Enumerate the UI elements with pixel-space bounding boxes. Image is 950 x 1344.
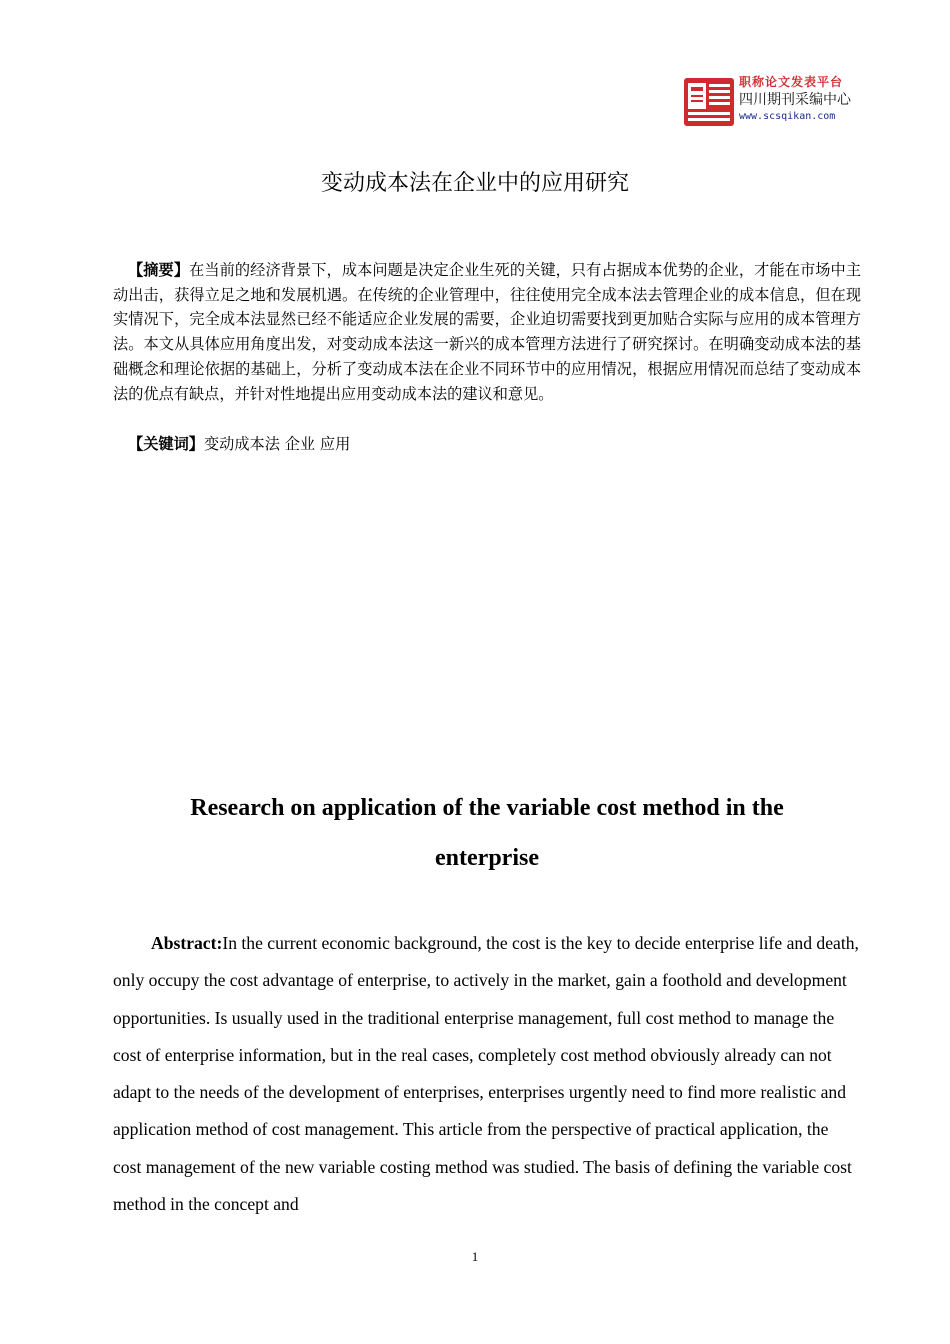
english-abstract-text: In the current economic background, the cost is the key to decide enterprise life and death, only occupy the cost advantage of enterprise, to actively in the market, gain a foothold and development opportunities. Is usually used in the traditional enterprise management, full cost method to manage the cost of enterprise information, but in the real cases, completely cost method obviously already can not adapt to the needs of the development of enterprises, enterprises urgently need to find more realistic and application method of cost management. This article from the perspective of practical application, the cost management of the new variable costing method was studied. The basis of defining the variable cost method in the concept and <box>113 933 859 1215</box>
page-number: 1 <box>471 1249 479 1264</box>
logo-slogan: 职称论文发表平台 <box>739 75 844 89</box>
chinese-abstract-label: 【摘要】 <box>128 261 190 279</box>
chinese-abstract <box>113 258 861 406</box>
logo-name: 四川期刊采编中心 <box>739 92 851 108</box>
logo-text <box>739 74 863 124</box>
english-abstract-label: Abstract: <box>151 933 223 953</box>
english-title <box>113 783 861 883</box>
logo-url: www.scsqikan.com <box>739 111 836 122</box>
english-title-line2: enterprise <box>435 845 539 871</box>
chinese-abstract-text: 在当前的经济背景下，成本问题是决定企业生死的关键，只有占据成本优势的企业，才能在市场中主动出击，获得立足之地和发展机遇。在传统的企业管理中，往往使用完全成本法去管理企业的成本信息，但在现实情况下，完全成本法显然已经不能适应企业发展的需要，企业迫切需要找到更加贴合实际与应用的成本管理方法。本文从具体应用角度出发，对变动成本法这一新兴的成本管理方法进行了研究探讨。在明确变动成本法的基础概念和理论依据的基础上，分析了变动成本法在企业不同环节中的应用情况，根据应用情况而总结了变动成本法的优点有缺点，并针对性地提出应用变动成本法的建议和意见。 <box>113 261 862 403</box>
newspaper-icon <box>683 77 735 127</box>
english-abstract <box>113 925 861 1223</box>
chinese-keywords-label: 【关键词】 <box>128 435 204 453</box>
chinese-keywords <box>113 432 861 457</box>
publisher-logo <box>683 74 863 130</box>
chinese-keywords-text: 变动成本法 企业 应用 <box>203 435 351 453</box>
chinese-title: 变动成本法在企业中的应用研究 <box>320 171 629 196</box>
english-title-line1: Research on application of the variable cost method in the <box>190 795 784 821</box>
